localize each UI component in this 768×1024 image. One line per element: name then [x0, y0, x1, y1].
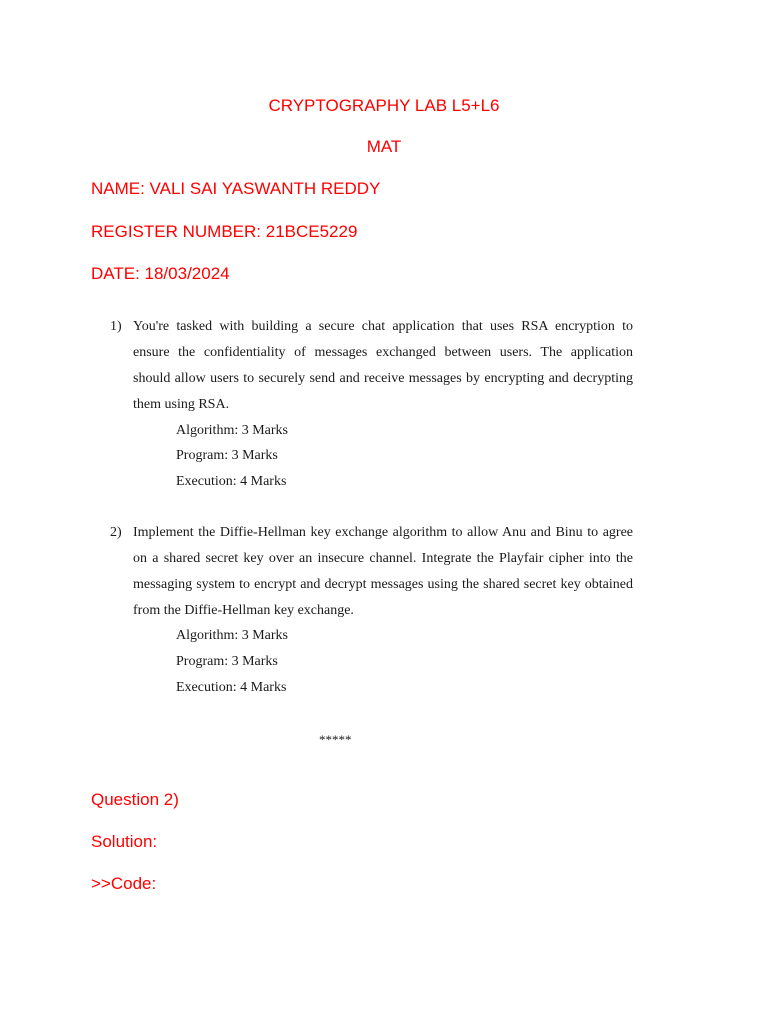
code-label: >>Code: [91, 874, 157, 893]
marks-program: Program: 3 Marks [176, 448, 278, 463]
question-text-line: messaging system to encrypt and decrypt messages using the shared secret key obtained [133, 577, 633, 592]
question-text-line: You're tasked with building a secure chat application that uses RSA encryption to [133, 319, 633, 334]
question-text-line: Implement the Diffie-Hellman key exchange algorithm to allow Anu and Binu to agree [133, 525, 633, 540]
question-text-line: ensure the confidentiality of messages exchanged between users. The application [133, 345, 633, 360]
question-text-line: should allow users to securely send and receive messages by encrypting and decrypting [133, 371, 633, 386]
marks-algorithm: Algorithm: 3 Marks [176, 423, 288, 438]
question-number: 1) [110, 319, 122, 334]
register-number: REGISTER NUMBER: 21BCE5229 [91, 222, 358, 241]
marks-execution: Execution: 4 Marks [176, 680, 287, 695]
marks-program: Program: 3 Marks [176, 654, 278, 669]
document-date: DATE: 18/03/2024 [91, 264, 230, 283]
question-text-line: on a shared secret key over an insecure channel. Integrate the Playfair cipher into the [133, 551, 633, 566]
document-title: CRYPTOGRAPHY LAB L5+L6 [268, 96, 500, 115]
student-name: NAME: VALI SAI YASWANTH REDDY [91, 179, 381, 198]
document-subtitle: MAT [366, 137, 402, 156]
marks-algorithm: Algorithm: 3 Marks [176, 628, 288, 643]
answer-question-label: Question 2) [91, 790, 179, 809]
section-separator: ***** [319, 732, 352, 747]
question-text-line: from the Diffie-Hellman key exchange. [133, 603, 354, 618]
marks-execution: Execution: 4 Marks [176, 474, 287, 489]
question-number: 2) [110, 525, 122, 540]
solution-label: Solution: [91, 832, 158, 851]
question-text-line: them using RSA. [133, 397, 230, 412]
